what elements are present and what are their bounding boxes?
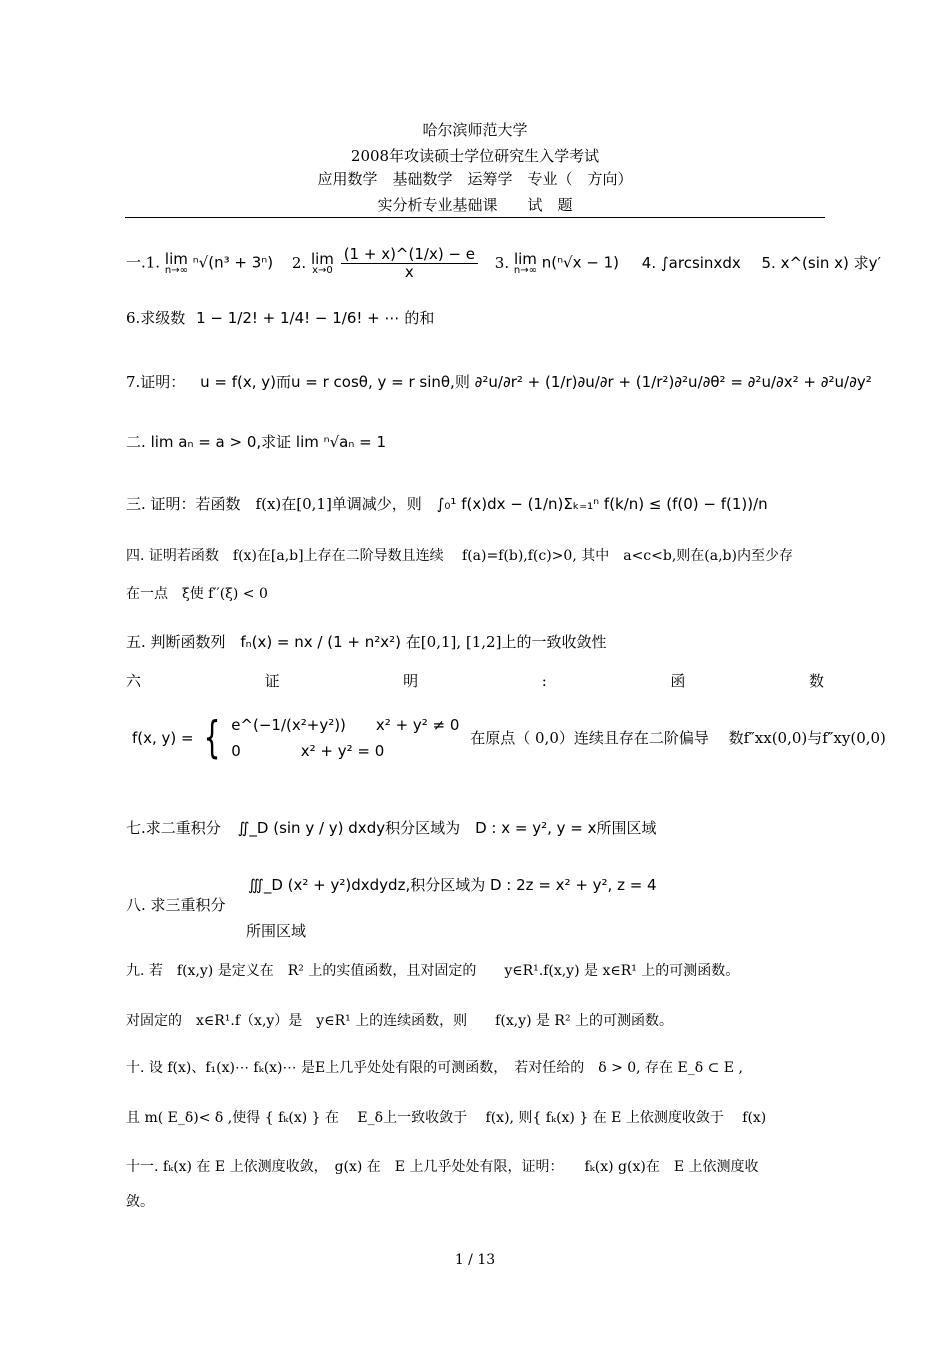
- section-3: 三. 证明：若函数 f(x)在[0,1]单调减少，则 ∫₀¹ f(x)dx − (1/n)Σₖ₌₁ⁿ f(k/n) ≤ (f(0) − f(1))/n: [126, 495, 768, 513]
- q3-expr: n(ⁿ√x − 1): [541, 253, 619, 272]
- q1-number: 一.1.: [126, 253, 161, 272]
- question-7: 7.证明： u = f(x, y)而u = r cosθ, y = r sinθ,则 ∂²u/∂r² + (1/r)∂u/∂r + (1/r²)∂²u/∂θ² = ∂²u/∂x² + ∂²u/∂y²: [126, 373, 872, 391]
- question-1: 一.1. lim n→∞ ⁿ√(n³ + 3ⁿ) 2. lim x→0 $\frac{(1 + x)\^{}(1/x) - e}{x}$ 3. lim n→∞ n(ⁿ√x − 1) 4. ∫arcsinxdx 5. x^(sin x) 求y′: [126, 245, 881, 281]
- university-title: 哈尔滨师范大学: [422, 121, 528, 139]
- exam-title: 2008年攻读硕士学位研究生入学考试: [350, 147, 600, 165]
- section-8-label: 八. 求三重积分: [126, 896, 226, 914]
- course-line: 实分析专业基础课 试 题: [377, 196, 573, 214]
- section-6-heading: 六 证 明 : 函 数: [126, 672, 824, 690]
- section-7: 七.求二重积分 ∬_D (sin y / y) dxdy积分区域为 D : x = y², y = x所围区域: [126, 819, 657, 837]
- page-number: 1 / 13: [454, 1252, 496, 1268]
- q3-limit: lim n→∞: [513, 249, 537, 276]
- majors-line: 应用数学 基础数学 运筹学 专业（ 方向）: [317, 170, 633, 188]
- q7-equation: ∂²u/∂r² + (1/r)∂u/∂r + (1/r²)∂²u/∂θ² = ∂²u/∂x² + ∂²u/∂y²: [474, 373, 872, 391]
- section-10-line2: 且 m( E_δ)< δ ,使得 { fₖ(x) } 在 E_δ上一致收敛于 f(x), 则{ fₖ(x) } 在 E 上依测度收敛于 f(x): [126, 1110, 767, 1126]
- section-8-integral: ∭_D (x² + y²)dxdydz,积分区域为 D : 2z = x² + y², z = 4: [248, 876, 657, 894]
- section-10-line1: 十. 设 f(x)、f₁(x)⋯ fₖ(x)⋯ 是E上几乎处处有限的可测函数， 若对任给的 δ > 0, 存在 E_δ ⊂ E ,: [126, 1060, 743, 1076]
- q4-expr: 4. ∫arcsinxdx: [641, 253, 741, 272]
- q2-fraction: $\frac{(1 + x)\^{}(1/x) - e}{x}$: [341, 246, 478, 281]
- section-8-tail: 所围区域: [246, 922, 307, 940]
- section-11-line1: 十一. fₖ(x) 在 E 上依测度收敛， g(x) 在 E 上几乎处处有限，证明： fₖ(x) g(x)在 E 上依测度收: [126, 1159, 759, 1175]
- section-9-line2: 对固定的 x∈R¹.f（x,y）是 y∈R¹ 上的连续函数，则 f(x,y) 是 R² 上的可测函数。: [126, 1013, 674, 1029]
- q5-expr: 5. x^(sin x) 求y′: [761, 253, 881, 272]
- q1-limit: lim n→∞: [164, 249, 188, 276]
- header-rule: [125, 217, 825, 218]
- q1-expr1: ⁿ√(n³ + 3ⁿ): [192, 253, 274, 272]
- left-brace: {: [204, 712, 221, 763]
- section-4-line2: 在一点 ξ使 f′′(ξ) < 0: [126, 586, 268, 602]
- section-4-line1: 四. 证明若函数 f(x)在[a,b]上存在二阶导数且连续 f(a)=f(b),f(c)>0, 其中 a<c<b,则在(a,b)内至少存: [126, 548, 793, 564]
- question-6: 6.求级数 1 − 1/2! + 1/4! − 1/6! + ⋯ 的和: [126, 309, 435, 327]
- section-2: 二. lim aₙ = a > 0,求证 lim ⁿ√aₙ = 1: [126, 433, 386, 451]
- section-6-function: f(x, y) = { e^(−1/(x²+y²)) x² + y² ≠ 0 0 x² + y² = 0 在原点（ 0,0）连续且存在二阶偏导 数f″xx(0,0)与f″xy(0,0): [132, 712, 886, 763]
- q6-series: 1 − 1/2! + 1/4! − 1/6! + ⋯: [196, 309, 400, 327]
- q2-limit: lim x→0: [310, 249, 334, 276]
- section-9-line1: 九. 若 f(x,y) 是定义在 R² 上的实值函数，且对固定的 y∈R¹.f(x,y) 是 x∈R¹ 上的可测函数。: [126, 963, 740, 979]
- section-11-line2: 敛。: [126, 1194, 154, 1210]
- piecewise-cases: e^(−1/(x²+y²)) x² + y² ≠ 0 0 x² + y² = 0: [231, 716, 460, 760]
- section-5: 五. 判断函数列 fₙ(x) = nx / (1 + n²x²) 在[0,1], [1,2]上的一致收敛性: [126, 633, 607, 651]
